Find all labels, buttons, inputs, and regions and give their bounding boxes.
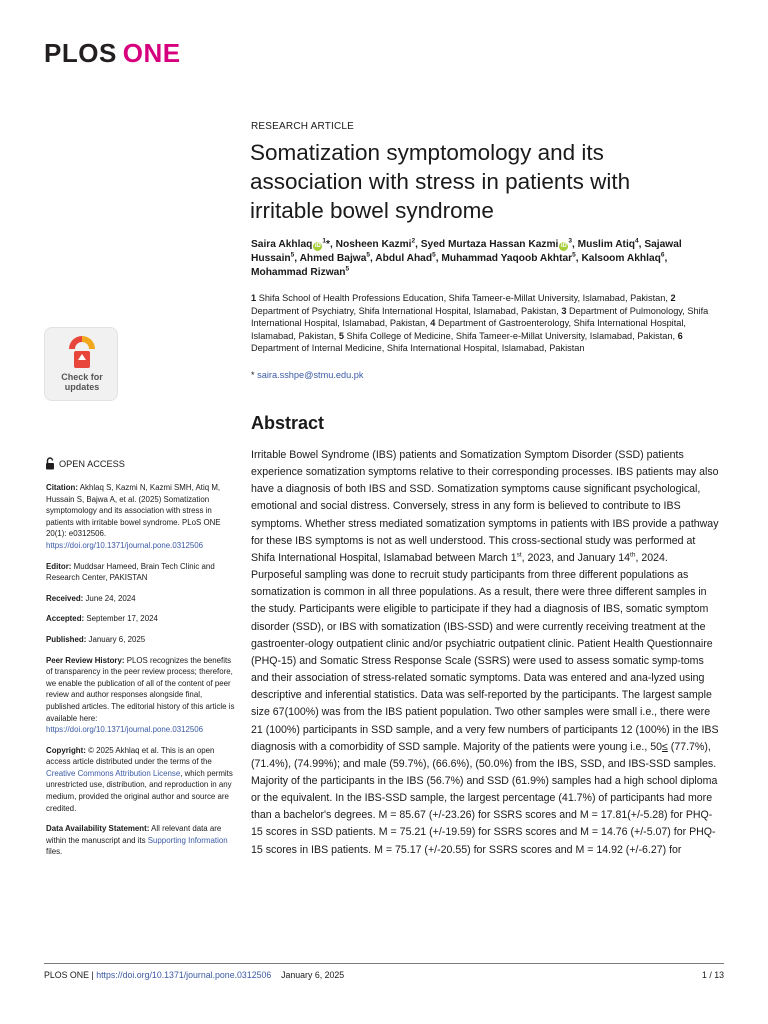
citation-block [46,482,236,552]
affil-text: Department of Internal Medicine, Shifa International Hospital, Islamabad, Pakistan [251,343,585,353]
editor-label: Editor: [46,561,72,571]
citation-text: Akhlaq S, Kazmi N, Kazmi SMH, Atiq M, Hussain S, Bajwa A, et al. (2025) Somatization symptomology and its association with stress in patients with irritable bowel syndrome. PLoS ONE 20(1): e0312506. [46,483,221,539]
editor-text: Muddsar Hameed, Brain Tech Clinic and Research Center, PAKISTAN [46,561,215,583]
supporting-information-link[interactable]: Supporting Information [147,835,228,845]
affil-number: 6 [677,330,683,341]
affil-number: 4 [430,318,436,328]
accepted-label: Accepted: [46,614,85,624]
peer-review-link[interactable]: https://doi.org/10.1371/journal.pone.0312506 [46,725,204,735]
author-name[interactable]: Ahmed Bajwa [299,253,367,264]
badge-line2: updates [64,382,100,392]
journal-logo-one: ONE [122,38,181,68]
footer-doi-link[interactable]: https://doi.org/10.1371/journal.pone.0312506 [96,970,272,980]
author-name[interactable]: Muslim Atiq [577,239,636,250]
affil-text: Department of Pulmonology, Shifa International Hospital, Islamabad, Pakistan, [251,305,709,328]
data-availability-text-2: files. [46,847,63,857]
author-name[interactable]: Mohammad Rizwan [251,267,346,278]
abstract-text: , 2023, and January 14 [521,551,631,564]
author-affil-sup: 6 [660,251,665,259]
published-label: Published: [46,634,87,644]
author-affil-sup: 5 [345,265,350,273]
journal-logo-plos: PLOS [44,38,117,68]
peer-review-text: PLOS recognizes the benefits of transparency in the peer review process; therefore, we enable the publication of all of the content of peer review and author responses alongside final, published articles. The editorial history of this article is available here: [46,655,235,723]
copyright-block [46,745,236,815]
copyright-text-2: , which permits unrestricted use, distribution, and reproduction in any medium, provided the original author and source are credited. [46,768,233,813]
author-affil-sup: 5 [290,251,295,259]
abstract-paragraph [251,447,719,859]
author-name[interactable]: Syed Murtaza Hassan Kazmi [420,239,559,250]
affil-text: Department of Psychiatry, Shifa International Hospital, Islamabad, Pakistan, [251,305,559,316]
affil-text: Shifa College of Medicine, Shifa Tameer-e-Millat University, Islamabad, Pakistan, [346,330,676,341]
footer-separator: | [91,970,94,980]
published-block [46,634,236,646]
license-link[interactable]: Creative Commons Attribution License [46,768,181,778]
author-affil-sup: 5 [572,251,576,259]
affil-number: 1 [251,293,257,303]
received-date: June 24, 2024 [85,593,136,603]
author-affil-sup: 5 [432,251,436,259]
abstract-text: (77.7%), (71.4%), (74.99%); and male (59.7%), (66.6%), (50.0%) from the IBS, SSD, and IBS-SSD samples. Majority of the participants in the IBS (56.7%) and SSD (61.9%) samples had a high school diploma or the equivalent. In the IBS-SSD sample, the largest percentage (41.7%) of participants had more than a bachelor's degrees. M = 85.67 (+/-23.26) for SSRS scores and M = 17.81(+/-5.28) for PHQ-15 scores in SSD patients. M = 75.21 (+/-19.59) for SSRS scores and M = 14.76 (+/-5.07) for PHQ-15 scores in IBS patients. M = 75.17 (+/-20.55) for SSRS scores and M = 14.92 (+/-6.27) for [251,740,718,856]
peer-review-label: Peer Review History: [46,655,125,665]
article-title: Somatization symptomology and its association with stress in patients with irritable bowel syndrome [250,140,631,223]
abstract-text: Irritable Bowel Syndrome (IBS) patients and Somatization Symptom Disorder (SSD) patients experience somatization symptoms relative to their corresponding processes. IBS patients may also have a diagnosis of both IBS and SSD. Somatization symptoms cause significant psychological, emotional and social distress. Conversely, stress in any form is believed to contribute to IBS symptoms. Whether stress mediated somatization symptoms in patients with IBS provide a pathway for these IBS symptoms is not as well understood. This cross-sectional study was performed at Shifa International Hospital, Islamabad between March 1 [251,449,719,564]
author-name[interactable]: Kalsoom Akhlaq [581,253,661,264]
editor-block [46,561,236,584]
article-type: RESEARCH ARTICLE [251,121,355,132]
affil-number: 3 [561,305,567,316]
affil-number: 2 [670,293,676,303]
article-metadata-sidebar [46,482,236,867]
author-name[interactable]: Sajawal Hussain [251,239,682,264]
footer-divider [44,963,724,964]
ordinal-sup: st [516,551,522,559]
author-affil-sup: 1 [322,237,326,245]
received-label: Received: [46,593,84,603]
open-lock-icon [45,457,55,470]
author-affil-sup: 2 [411,237,416,245]
copyright-label: Copyright: [46,745,86,755]
author-name[interactable]: Muhammad Yaqoob Akhtar [441,253,573,264]
accepted-date: September 17, 2024 [86,614,158,624]
author-affil-sup: 3 [568,237,572,245]
orcid-icon[interactable]: iD [314,243,321,249]
abstract-heading: Abstract [251,413,325,433]
corresponding-mark: * [325,239,330,250]
page-footer [44,970,724,980]
footer-date: January 6, 2025 [281,970,345,980]
affiliations [251,292,713,355]
open-access [45,457,125,470]
less-equal-symbol: ≤ [662,740,668,753]
affil-text: Department of Gastroenterology, Shifa International Hospital, Islamabad, Pakistan, [251,318,686,341]
received-block [46,593,236,605]
author-affil-sup: 4 [635,237,639,245]
citation-doi-link[interactable]: https://doi.org/10.1371/journal.pone.0312506 [46,540,204,550]
author-affil-sup: 5 [366,251,370,259]
check-for-updates-label [45,372,119,392]
abstract-text: , 2024. Purposeful sampling was done to recruit study participants from three different populations as somatization is common in all three populations. As a result, there were three different samples in the study. Participants were eligible to participate if they had a diagnosis of IBS, somatic symptom disorder (SSD), or IBS with somatization (IBS-SSD) and were currently receiving treatment at the gastroenter-ology outpatient clinic and/or psychiatric outpatient clinic. Patient Health Questionnaire (PHQ-15) and Somatic Stress Response Scale (SSRS) were used to assess somatic symp-toms and their association of stress-related somatic symptoms. Data was entered and ana-lyzed using descriptive and inferential statistics. Data was self-reported by the participants. The largest sample size 67(100%) was from the IBS patient population. Two other samples were small i.e., there were 21 (100%) participants in SSD sample, and a very few numbers of participants 12 (100%) in the IBS diagnosis with a comorbidity of SSD sample. Majority of the patients were young i.e., 50 [251,551,719,753]
orcid-icon[interactable]: iD [560,243,567,249]
data-availability-label: Data Availability Statement: [46,824,150,834]
author-name[interactable]: Nosheen Kazmi [335,239,412,250]
correspondence-email-link[interactable]: saira.sshpe@stmu.edu.pk [257,370,364,380]
page-number: 1 / 13 [701,970,724,980]
author-name[interactable]: Saira Akhlaq [251,239,313,250]
citation-label: Citation: [46,483,78,492]
published-date: January 6, 2025 [88,634,146,644]
peer-review-block [46,655,236,736]
author-name[interactable]: Abdul Ahad [375,253,433,264]
data-availability-block [46,823,236,858]
journal-logo[interactable] [44,38,181,69]
badge-line1: Check for [61,372,103,382]
author-list: Saira Akhlaq $iD^1*$, Nosheen Kazmi$^2$, Syed Murtaza Hassan Kazmi $iD^3$, Muslim Atiq$^4$, Sajawal Hussain$^5$, Ahmed Bajwa$^5$, Abdul Ahad$^5$, Muhammad Yaqoob Akhtar$^5$, Kalsoom Akhlaq$^6$, Mohammad Rizwan$^5$ [251,237,682,278]
abstract-body [251,447,719,859]
accepted-block [46,613,236,625]
check-for-updates-icon [67,334,97,370]
affil-text: Shifa School of Health Professions Education, Shifa Tameer-e-Millat University, Islamabad, Pakistan, [258,293,668,303]
check-for-updates-badge[interactable] [44,327,118,401]
open-access-label: OPEN ACCESS [59,458,125,469]
data-availability-text: All relevant data are within the manuscript and its [46,824,222,845]
corresponding-mark: * [251,370,255,380]
correspondence [251,370,364,380]
footer-journal: PLOS ONE [44,970,89,980]
copyright-text: © 2025 Akhlaq et al. This is an open access article distributed under the terms of the [46,745,215,767]
affil-number: 5 [338,330,344,341]
ordinal-sup: th [630,551,636,559]
